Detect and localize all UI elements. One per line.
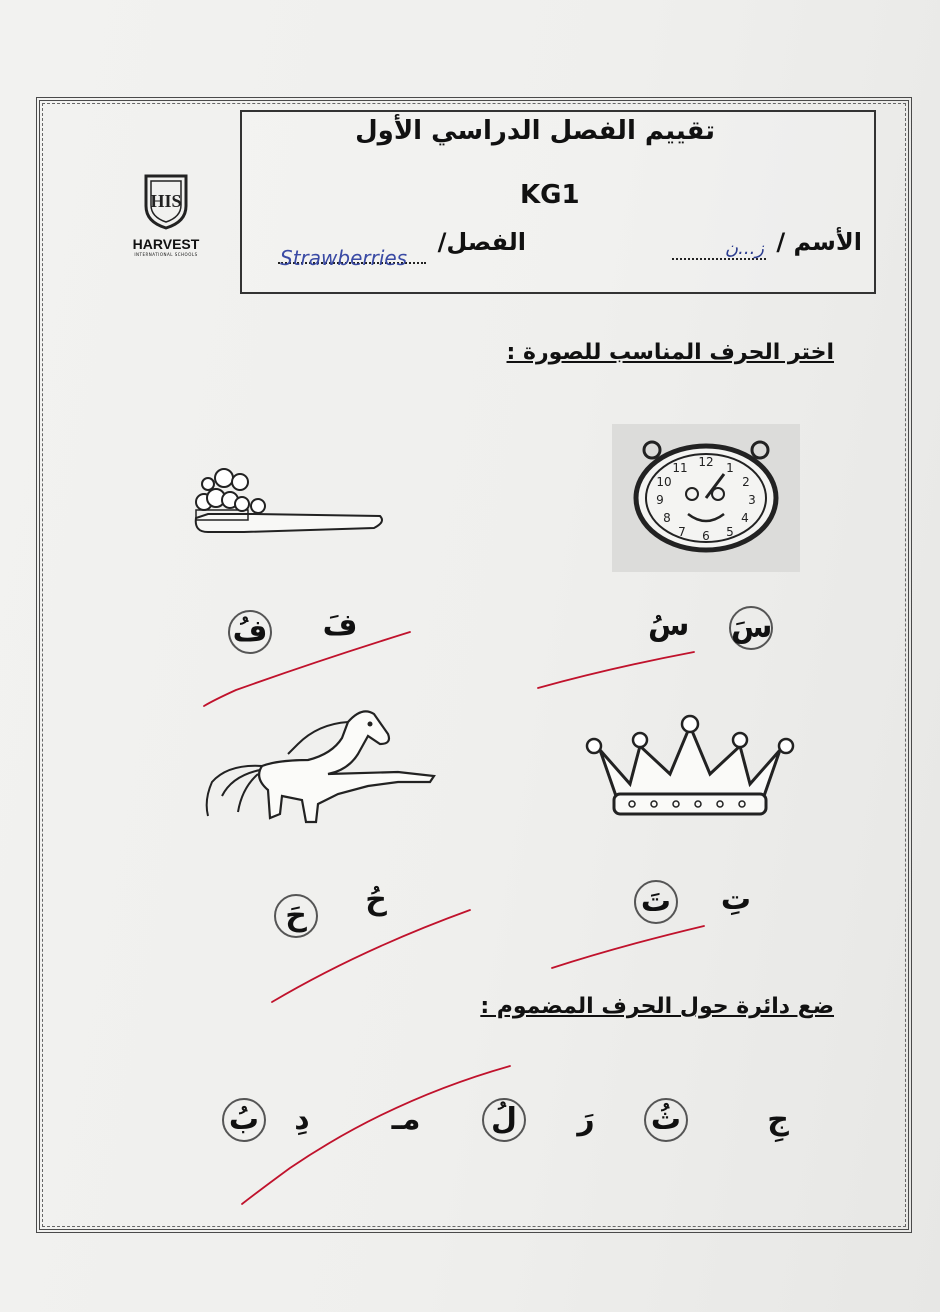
letter-jim[interactable]: جِ <box>767 1102 789 1137</box>
svg-text:12: 12 <box>698 455 714 469</box>
logo-subtitle: INTERNATIONAL SCHOOLS <box>134 252 198 257</box>
option-toothbrush-2[interactable]: فَ <box>322 608 358 643</box>
svg-text:1: 1 <box>726 461 734 475</box>
class-label: الفصل/ <box>437 228 526 256</box>
option-horse-2[interactable]: حُ <box>365 882 387 917</box>
option-clock-1[interactable]: سَ <box>729 606 773 650</box>
instruction-circle-damma: ضع دائرة حول الحرف المضموم : <box>480 994 834 1019</box>
letter-ra[interactable]: رَ <box>577 1102 595 1137</box>
option-toothbrush-1[interactable]: فُ <box>228 610 272 654</box>
grade-label: KG1 <box>520 180 580 210</box>
checkmark-crown <box>552 926 704 968</box>
class-field[interactable]: Strawberries <box>280 246 408 270</box>
svg-text:4: 4 <box>741 511 749 525</box>
letter-mim[interactable]: مـ <box>391 1102 421 1137</box>
svg-text:2: 2 <box>742 475 750 489</box>
svg-text:8: 8 <box>663 511 671 525</box>
letter-ba[interactable]: بُ <box>222 1098 266 1142</box>
option-horse-1[interactable]: حَ <box>274 894 318 938</box>
name-label: الأسم / <box>776 228 862 256</box>
option-crown-2[interactable]: تِ <box>720 882 752 917</box>
letter-lam[interactable]: لُ <box>482 1098 526 1142</box>
option-crown-1[interactable]: تَ <box>634 880 678 924</box>
svg-text:5: 5 <box>726 525 734 539</box>
name-field[interactable]: ز...ن <box>724 238 764 259</box>
svg-text:6: 6 <box>702 529 710 543</box>
svg-text:3: 3 <box>748 493 756 507</box>
checkmark-clock <box>538 652 694 688</box>
checkmark-section2 <box>242 1066 510 1204</box>
svg-text:9: 9 <box>656 493 664 507</box>
checkmark-horse <box>272 910 470 1002</box>
svg-text:11: 11 <box>672 461 688 475</box>
page-title: تقييم الفصل الدراسي الأول <box>355 116 715 146</box>
option-clock-2[interactable]: سُ <box>648 608 690 643</box>
svg-text:HIS: HIS <box>150 191 182 211</box>
logo-name: HARVEST <box>132 236 200 252</box>
letter-tha[interactable]: ثُ <box>644 1098 688 1142</box>
instruction-choose-letter: اختر الحرف المناسب للصورة : <box>506 340 834 365</box>
letter-dal[interactable]: دِ <box>294 1102 310 1137</box>
svg-text:7: 7 <box>678 525 686 539</box>
svg-text:10: 10 <box>656 475 672 489</box>
checkmark-toothbrush <box>204 632 410 706</box>
